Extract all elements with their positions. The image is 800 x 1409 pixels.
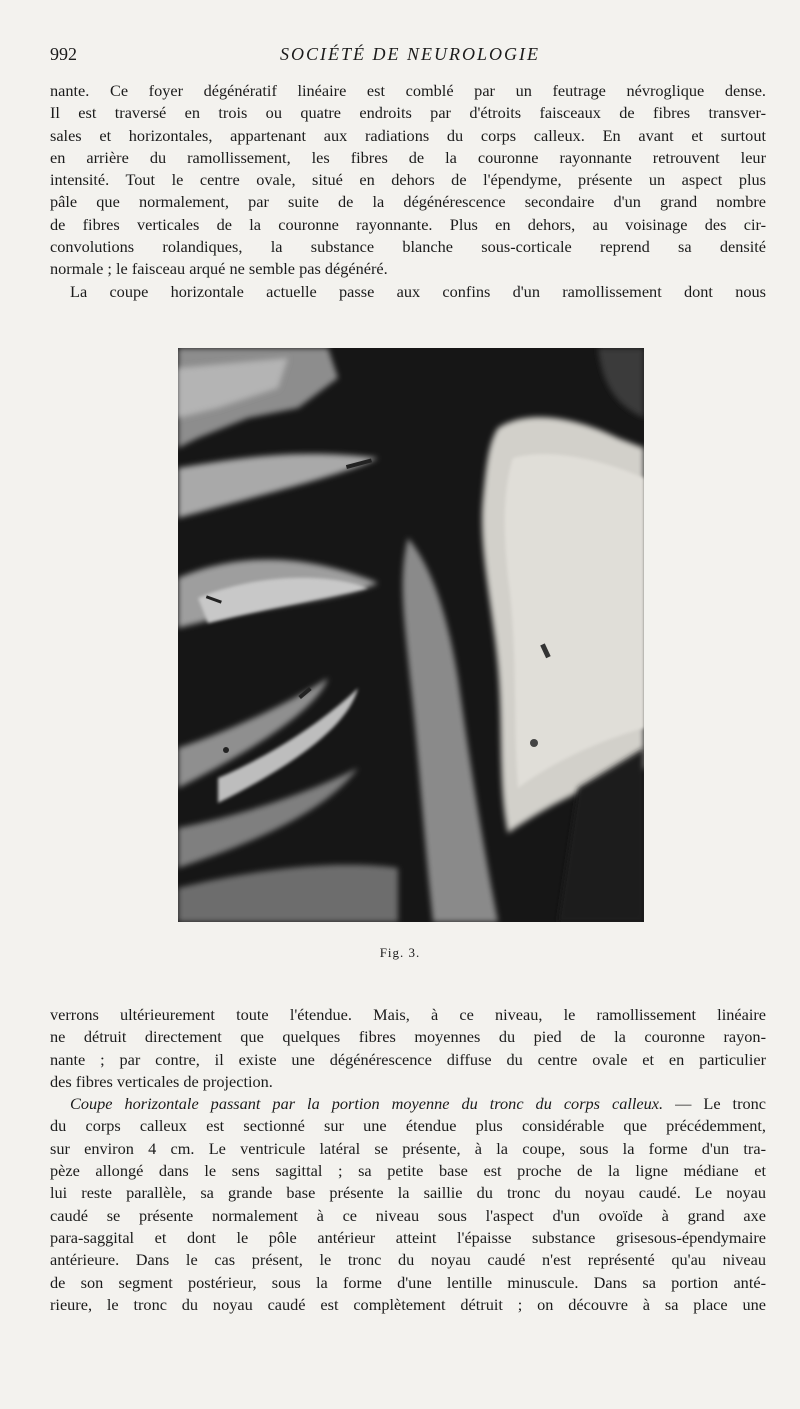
- page-number: 992: [50, 44, 77, 64]
- text-line: sur environ 4 cm. Le ventricule latéral se présente, à la coupe, sous la forme d'un tra-: [50, 1138, 766, 1158]
- text-line: nante. Ce foyer dégénératif linéaire est comblé par un feutrage névroglique dense.: [50, 81, 766, 100]
- figure-caption: Fig. 3.: [379, 945, 421, 960]
- section-first-line-rest: — Le tronc: [663, 1094, 766, 1114]
- text-line: verrons ultérieurement toute l'étendue. Mais, à ce niveau, le ramollissement linéaire: [50, 1005, 766, 1024]
- text-line: en arrière du ramollissement, les fibres de la couronne rayonnante retrouvent leur: [50, 147, 766, 167]
- text-line: ne détruit directement que quelques fibres moyennes du pied de la couronne rayon-: [50, 1027, 766, 1047]
- section-heading: Coupe horizontale passant par la portion moyenne du tronc du corps calleux.: [70, 1094, 664, 1114]
- running-head: [50, 44, 770, 68]
- text-line: caudé se présente normalement à ce niveau sous l'aspect d'un ovoïde à grand axe: [50, 1205, 766, 1225]
- text-line: normale ; le faisceau arqué ne semble pas dégénéré.: [50, 259, 388, 279]
- text-line: antérieure. Dans le cas présent, le tronc du noyau caudé n'est représenté qu'au niveau: [50, 1250, 766, 1270]
- text-line: pèze allongé dans le sens sagittal ; sa petite base est proche de la ligne médiane et: [50, 1161, 766, 1181]
- brain-section-image: [178, 348, 644, 922]
- text-line: nante ; par contre, il existe une dégénérescence diffuse du centre ovale et en particulier: [50, 1049, 766, 1069]
- text-line: de son segment postérieur, sous la forme d'une lentille minuscule. Dans sa portion anté-: [50, 1272, 766, 1292]
- text-line: intensité. Tout le centre ovale, situé en dehors de l'épendyme, présente un aspect plus: [50, 170, 766, 190]
- text-line: du corps calleux est sectionné sur une étendue plus considérable que précédemment,: [50, 1116, 766, 1136]
- text-line: convolutions rolandiques, la substance blanche sous-corticale reprend sa densité: [50, 237, 766, 257]
- text-line: des fibres verticales de projection.: [50, 1071, 273, 1091]
- text-line: lui reste parallèle, sa grande base présente la saillie du tronc du noyau caudé. Le noyau: [50, 1183, 766, 1203]
- top-paragraph: [50, 80, 766, 303]
- text-line: de fibres verticales de la couronne rayonnante. Plus en dehors, au voisinage des cir-: [50, 214, 766, 234]
- text-line: sales et horizontales, appartenant aux radiations du corps calleux. En avant et surtout: [50, 125, 766, 145]
- histology-figure: [178, 348, 644, 922]
- text-line: Il est traversé en trois ou quatre endroits par d'étroits faisceaux de fibres transver-: [50, 103, 766, 123]
- text-line: rieure, le tronc du noyau caudé est complètement détruit ; on découvre à sa place une: [50, 1294, 766, 1314]
- continuation-line: La coupe horizontale actuelle passe aux confins d'un ramollissement dont nous: [70, 281, 766, 301]
- journal-title: SOCIÉTÉ DE NEUROLOGIE: [280, 44, 540, 64]
- bottom-paragraph: [50, 1004, 766, 1316]
- section-first-line: [50, 1093, 766, 1115]
- text-line: pâle que normalement, par suite de la dégénérescence secondaire d'un grand nombre: [50, 192, 766, 212]
- text-line: para-saggital et dont le pôle antérieur atteint l'épaisse substance grisesous-épendymaire: [50, 1227, 766, 1247]
